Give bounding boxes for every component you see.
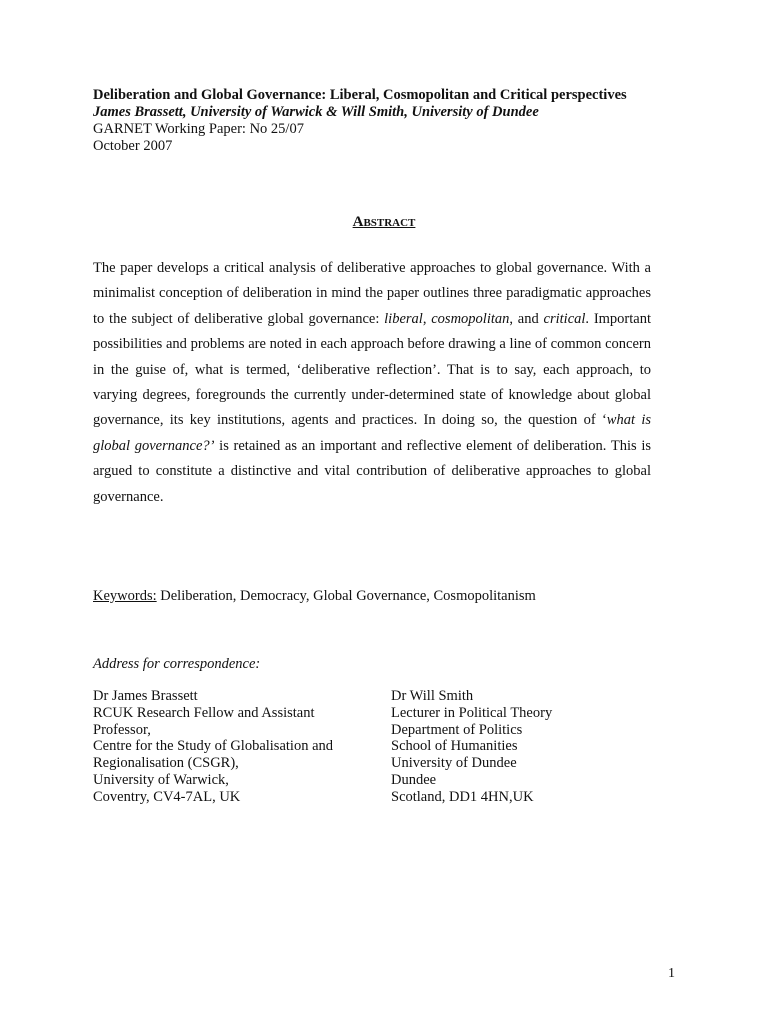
abstract-text-part: is retained as an important and reflective element of deliberation. This is argued to constitute a distinctive and vital contribution of deliberative approaches to global governance. [93,437,651,505]
paper-authors: James Brassett, University of Warwick & Will Smith, University of Dundee [93,104,539,120]
address-line: Lecturer in Political Theory [391,704,553,721]
abstract-term-cosmopolitan: cosmopolitan [431,310,510,327]
address-line: Professor, [93,721,151,738]
address-left-column [93,688,383,806]
address-line: RCUK Research Fellow and Assistant [93,704,315,721]
abstract-text-part: , [422,310,432,327]
paper-header [93,87,693,155]
address-line: Scotland, DD1 4HN,UK [391,788,534,805]
address-line: University of Dundee [391,755,517,772]
keywords-values: Deliberation, Democracy, Global Governance, Cosmopolitanism [156,588,536,604]
address-line: School of Humanities [391,738,518,755]
address-line: Regionalisation (CSGR), [93,755,239,772]
paper-date: October 2007 [93,138,173,154]
page-number: 1 [668,966,675,981]
abstract-text [93,256,651,510]
abstract-text-part: . Important possibilities and problems are noted in each approach before drawing a line of common concern in the guise of, what is termed, ‘deliberative reflection’. That is to say, each approach, to varying degrees, foregrounds the currently under-determined state of knowledge about global governance, its key institutions, agents and practices. In doing so, the question of ‘ [93,310,652,429]
abstract-term-critical: critical [543,310,586,327]
paper-title: Deliberation and Global Governance: Liberal, Cosmopolitan and Critical perspectives [93,87,627,103]
address-line: Dundee [391,771,437,788]
abstract-text-part: The paper develops a critical analysis of deliberative approaches to global governance. With a minimalist conception of deliberation in mind the paper outlines three paradigmatic approaches to the subject of deliberative global governance: [93,260,651,327]
paper-series: GARNET Working Paper: No 25/07 [93,121,304,137]
address-line: Centre for the Study of Globalisation and [93,738,334,755]
address-right-column [391,688,651,806]
address-line: Dr James Brassett [93,688,198,704]
address-label: Address for correspondence: [93,656,261,672]
abstract-term-liberal: liberal [384,310,423,327]
abstract-text-part: , and [509,310,544,327]
address-line: Department of Politics [391,721,523,738]
address-line: University of Warwick, [93,771,229,788]
abstract-heading [0,214,768,231]
abstract-question: what is global governance?’ [93,412,651,454]
abstract-heading-rest: BSTRACT [363,217,416,229]
address-line: Dr Will Smith [391,688,474,704]
keywords [93,588,536,605]
address-line: Coventry, CV4-7AL, UK [93,788,241,805]
keywords-label: Keywords: [93,588,157,604]
abstract-heading-initial: A [352,214,364,230]
